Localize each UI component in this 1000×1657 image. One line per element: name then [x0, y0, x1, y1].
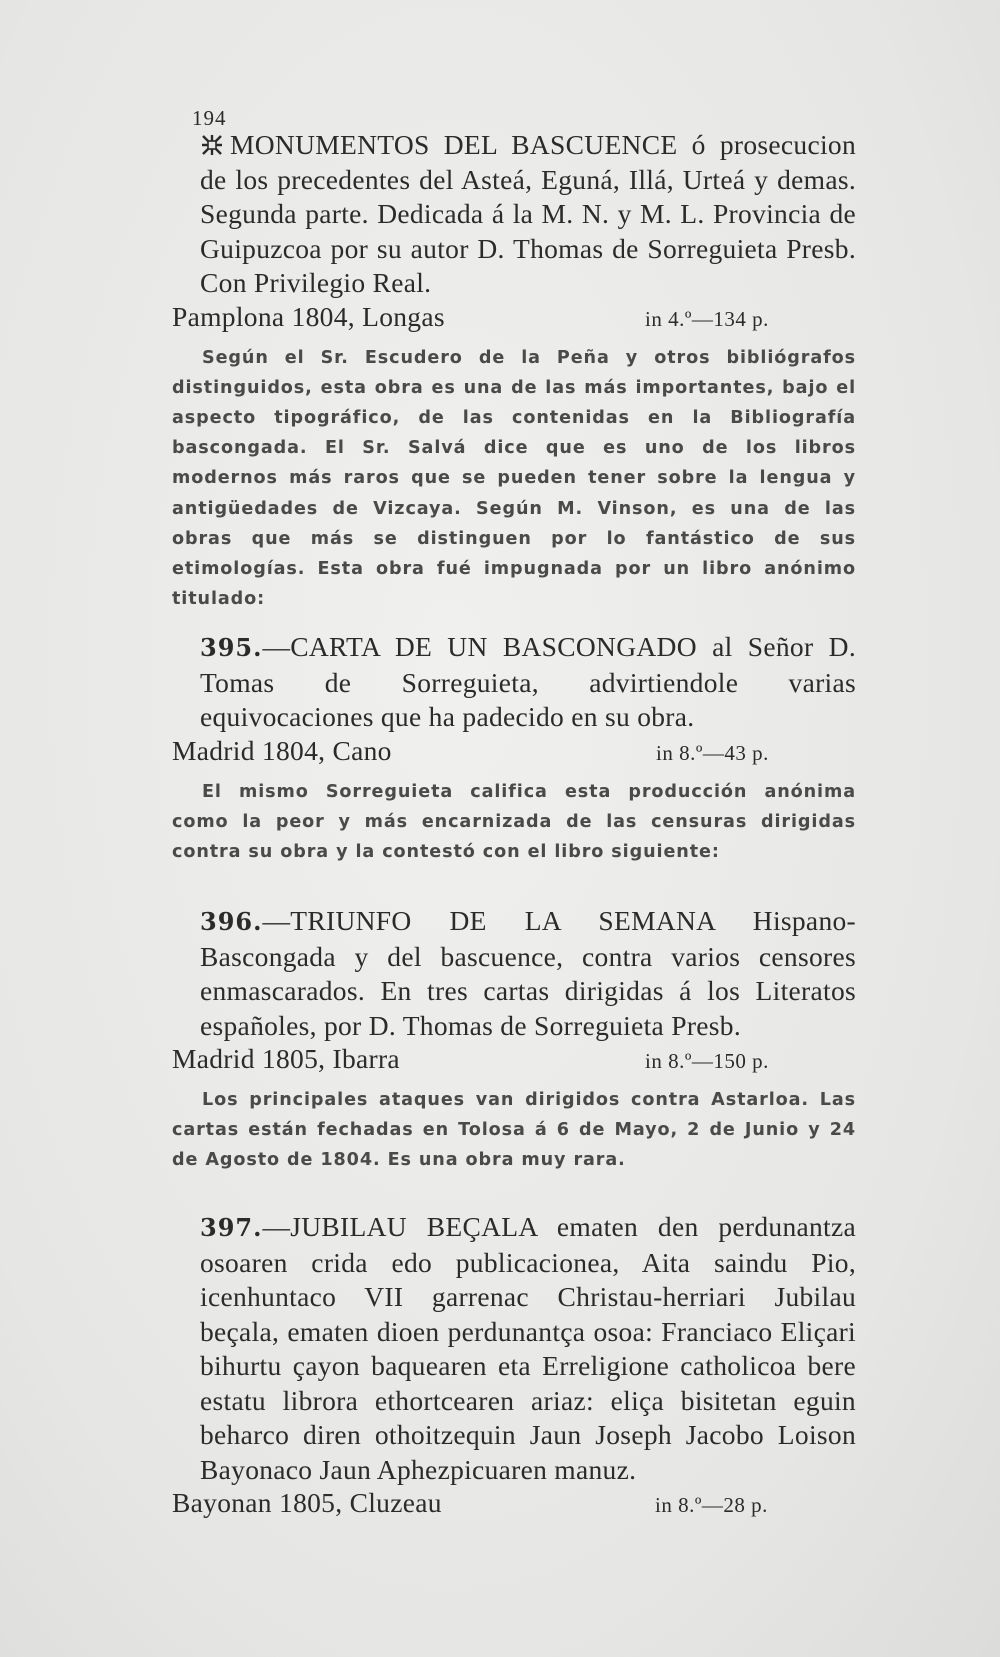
entry-imprint [172, 1487, 856, 1523]
entry-title-block [172, 1210, 856, 1487]
bibliography-entry [172, 128, 856, 614]
entry-imprint [172, 301, 856, 337]
entry-format: in 8.º—28 p. [655, 1493, 768, 1517]
bibliography-entry [172, 630, 856, 867]
entry-title-block [172, 630, 856, 735]
entry-publication: Madrid 1805, Ibarra [172, 1043, 400, 1074]
entry-title-block [172, 128, 856, 301]
entry-format: in 8.º—43 p. [656, 740, 769, 765]
entry-publication: Bayonan 1805, Cluzeau [172, 1487, 442, 1518]
entry-note: Según el Sr. Escudero de la Peña y otros bibliógrafos distinguidos, esta obra es una de las más importantes, bajo el aspecto tipográfico, de las contenidas en la Bibliografía bascongada. El Sr. Salvá dice que es uno de los libros modernos más raros que se pueden tener sobre la lengua y antigüedades de Vizcaya. Según M. Vinson, es una de las obras que más se distinguen por lo fantástico de sus etimologías. Esta obra fué impugnada por un libro anónimo titulado: [172, 347, 856, 610]
bibliography-entry [172, 1210, 856, 1523]
entry-format: in 4.º—134 p. [645, 306, 769, 331]
entry-number: 396. [200, 907, 263, 936]
entry-number: 395. [200, 633, 263, 662]
entry-number: 397. [200, 1213, 263, 1242]
entry-imprint [172, 735, 856, 771]
cross-ornament-icon [200, 131, 224, 155]
bibliography-entry [172, 904, 856, 1176]
entry-imprint [172, 1043, 856, 1079]
entry-publication: Pamplona 1804, Longas [172, 300, 445, 332]
page-number: 194 [192, 106, 227, 130]
entry-title: —CARTA DE UN BASCONGADO al Señor D. Tomas de Sorreguieta, advirtiendole varias equivocaciones que ha padecido en su obra. [200, 631, 856, 732]
entry-title: —JUBILAU BEÇALA ematen den perdunantza osoaren crida edo publicacionea, Aita saindu Pio, icenhuntaco VII garrenac Christau-herriari Jubilau beçala, ematen dioen perdunantça osoa: Franciaco Eliçari bihurtu çayon baquearen eta Erreligione catholicoa bere estatu librora ethortcearen ariaz: eliça bisitetan eguin beharco diren othoitzequin Jaun Joseph Jacobo Loison Bayonaco Jaun Aphezpicuaren manuz. [200, 1211, 856, 1485]
entry-note: Los principales ataques van dirigidos contra Astarloa. Las cartas están fechadas en Tolosa á 6 de Mayo, 2 de Junio y 24 de Agosto de 1804. Es una obra muy rara. [172, 1090, 856, 1171]
entry-title: —TRIUNFO DE LA SEMANA Hispano-Bascongada y del bascuence, contra varios censores enmascarados. En tres cartas dirigidas á los Literatos españoles, por D. Thomas de Sorreguieta Presb. [200, 905, 856, 1041]
entry-note: El mismo Sorreguieta califica esta producción anónima como la peor y más encarnizada de las censuras dirigidas contra su obra y la contestó con el libro siguiente: [172, 781, 856, 862]
entry-publication: Madrid 1804, Cano [172, 734, 392, 766]
entry-title-block [172, 904, 856, 1043]
entry-title: MONUMENTOS DEL BASCUENCE ó prosecucion de los precedentes del Asteá, Eguná, Illá, Urteá y demas. Segunda parte. Dedicada á la M. N. y M. L. Provincia de Guipuzcoa por su autor D. Thomas de Sorreguieta Presb. Con Privilegio Real. [200, 129, 856, 298]
entry-format: in 8.º—150 p. [645, 1049, 769, 1073]
